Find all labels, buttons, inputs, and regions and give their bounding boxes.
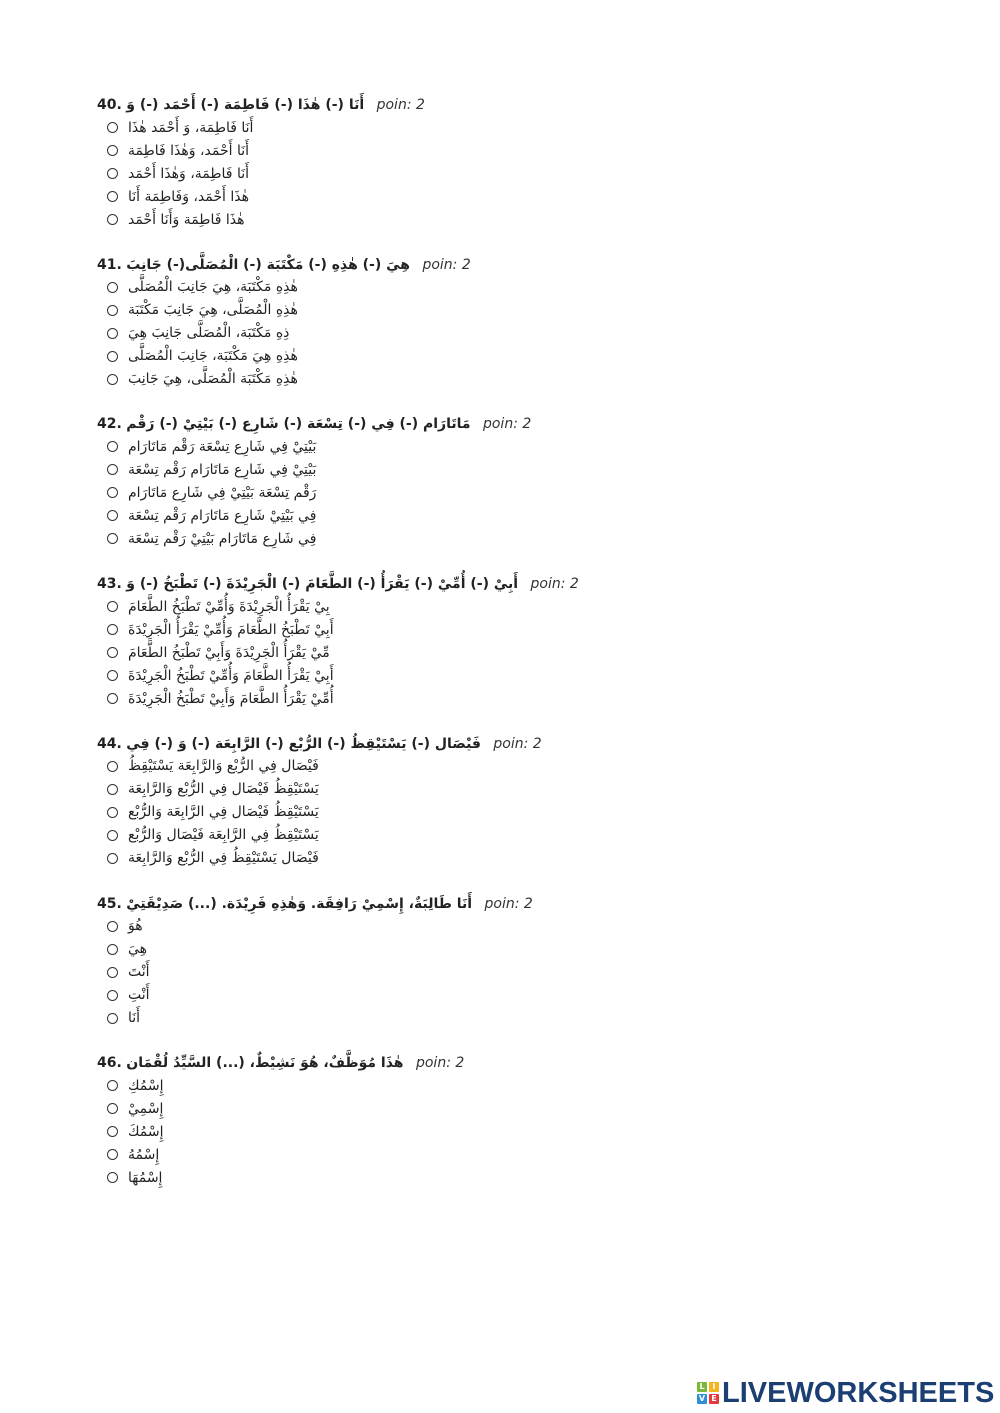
option-text: هٰذِهِ الْمُصَلَّى، هِيَ جَانِبَ مَكْتَبَة — [128, 302, 298, 319]
question-header — [97, 413, 797, 435]
option-text: أُمِّيْ يَقْرَأُ الطَّعَامَ وَأَبِيْ تَطْبَخُ الْجَرِيْدَةَ — [128, 690, 334, 707]
question-number: 44. — [97, 735, 122, 752]
question-41 — [97, 254, 797, 391]
logo-tiles-icon — [697, 1382, 719, 1404]
logo-text: LIVEWORKSHEETS — [722, 1377, 995, 1409]
option-text: إِسْمُهَا — [128, 1169, 163, 1186]
answer-option[interactable] — [107, 504, 797, 527]
option-text: فَيْصَال يَسْتَيْقِظُ فِي الرُّبْع وَالرَّابِعَة — [128, 850, 319, 867]
radio-button[interactable] — [107, 464, 118, 475]
question-header — [97, 893, 797, 915]
question-number: 42. — [97, 416, 122, 433]
radio-button[interactable] — [107, 830, 118, 841]
option-text: هٰذِهِ مَكْتَبَة، هِيَ جَانِبَ الْمُصَلَّى — [128, 279, 298, 296]
question-text: أَبِيْ (-) أُمِّيْ (-) يَقْرَأُ (-) الطَّعَامَ (-) الْجَرِيْدَةَ (-) تَطْبَخُ (-) وَ — [126, 576, 519, 593]
answer-option[interactable] — [107, 687, 797, 710]
answer-option[interactable] — [107, 595, 797, 618]
radio-button[interactable] — [107, 191, 118, 202]
option-text: بِيْ يَقْرَأُ الْجَرِيْدَةَ وَأُمِّيْ تَطْبَخُ الطَّعَامَ — [128, 598, 330, 615]
logo-tile: E — [709, 1394, 719, 1404]
answer-option[interactable] — [107, 984, 797, 1007]
option-text: أَنْتِ — [128, 987, 150, 1003]
question-number: 41. — [97, 256, 122, 273]
radio-button[interactable] — [107, 168, 118, 179]
question-points: poin: 2 — [415, 1055, 465, 1072]
logo-tile: I — [709, 1382, 719, 1392]
radio-button[interactable] — [107, 853, 118, 864]
question-40 — [97, 94, 797, 231]
radio-button[interactable] — [107, 1172, 118, 1183]
question-number: 46. — [97, 1055, 122, 1072]
radio-button[interactable] — [107, 807, 118, 818]
radio-button[interactable] — [107, 1126, 118, 1137]
option-text: هٰذَا فَاطِمَة وَأَنَا أَحْمَد — [128, 211, 245, 228]
question-points: poin: 2 — [484, 895, 533, 912]
radio-button[interactable] — [107, 214, 118, 225]
answer-option[interactable] — [107, 1120, 797, 1143]
question-points: poin: 2 — [422, 256, 471, 273]
radio-button[interactable] — [107, 624, 118, 635]
radio-button[interactable] — [107, 487, 118, 498]
option-text: إِسْمُهُ — [128, 1146, 160, 1163]
option-text: رَقْم تِسْعَة بَيْتِيْ فِي شَارِع مَاتَارَام — [128, 484, 317, 501]
option-text: هٰذِهِ مَكْتَبَة الْمُصَلَّى، هِيَ جَانِبَ — [128, 371, 298, 388]
answer-option[interactable] — [107, 299, 797, 322]
option-text: أَبِيْ يَقْرَأُ الطَّعَامَ وَأُمِّيْ تَطْبَخُ الْجَرِيْدَةَ — [128, 667, 334, 684]
option-text: أَنَا أَحْمَد، وَهٰذَا فَاطِمَة — [128, 142, 249, 159]
question-text: هٰذَا مُوَظَّفٌ، هُوَ نَشِيْطٌ، (...) السَّيِّدُ لُقْمَان — [126, 1055, 404, 1072]
answer-option[interactable] — [107, 847, 797, 870]
option-text: هُوَ — [128, 918, 143, 934]
radio-button[interactable] — [107, 967, 118, 978]
answer-option[interactable] — [107, 778, 797, 801]
option-text: يَسْتَيْقِظُ فِي الرَّابِعَة فَيْصَال وَالرُّبْع — [128, 827, 319, 844]
question-text: مَاتَارَام (-) فِي (-) تِسْعَة (-) شَارِع (-) بَيْتِيْ (-) رَقْم — [126, 416, 471, 433]
question-number: 40. — [97, 97, 122, 113]
answer-option[interactable] — [107, 1166, 797, 1189]
radio-button[interactable] — [107, 328, 118, 339]
radio-button[interactable] — [107, 1149, 118, 1160]
logo-tile: L — [697, 1382, 707, 1392]
answer-option[interactable] — [107, 162, 797, 185]
option-text: بَيْتِيْ فِي شَارِع مَاتَارَام رَقْم تِسْعَة — [128, 461, 317, 478]
question-header — [97, 254, 797, 276]
question-text: فَيْصَال (-) يَسْتَيْقِظُ (-) الرُّبْع (-) الرَّابِعَة (-) وَ (-) فِي — [126, 735, 481, 752]
answer-option[interactable] — [107, 1007, 797, 1030]
option-text: أَنَا فَاطِمَة، وَهٰذَا أَحْمَد — [128, 165, 249, 182]
question-number: 45. — [97, 895, 122, 912]
answer-option[interactable] — [107, 641, 797, 664]
question-points: poin: 2 — [530, 576, 579, 593]
option-text: أَنَا فَاطِمَة، وَ أَحْمَد هٰذَا — [128, 119, 254, 136]
radio-button[interactable] — [107, 351, 118, 362]
answer-option[interactable] — [107, 185, 797, 208]
radio-button[interactable] — [107, 647, 118, 658]
answer-option[interactable] — [107, 1097, 797, 1120]
radio-button[interactable] — [107, 533, 118, 544]
option-text: فَيْصَال فِي الرُّبْع وَالرَّابِعَة يَسْتَيْقِظُ — [128, 758, 319, 775]
question-header — [97, 573, 797, 595]
option-text: أَنَا — [128, 1010, 141, 1026]
radio-button[interactable] — [107, 282, 118, 293]
question-45 — [97, 893, 797, 1030]
answer-option[interactable] — [107, 801, 797, 824]
answer-option[interactable] — [107, 116, 797, 139]
option-text: فِي شَارِع مَاتَارَام بَيْتِيْ رَقْم تِسْعَة — [128, 530, 317, 547]
answer-option[interactable] — [107, 618, 797, 641]
option-text: إِسْمِيْ — [128, 1100, 164, 1117]
answer-option[interactable] — [107, 481, 797, 504]
question-44 — [97, 733, 797, 870]
radio-button[interactable] — [107, 1013, 118, 1024]
liveworksheets-logo — [697, 1377, 995, 1409]
option-text: إِسْمُكَ — [128, 1123, 164, 1140]
answer-option[interactable] — [107, 938, 797, 961]
answer-option[interactable] — [107, 322, 797, 345]
radio-button[interactable] — [107, 441, 118, 452]
option-text: هٰذَا أَحْمَد، وَفَاطِمَة أَنَا — [128, 188, 249, 205]
answer-option[interactable] — [107, 458, 797, 481]
option-text: يَسْتَيْقِظُ فَيْصَال فِي الرَّابِعَة وَالرُّبْع — [128, 804, 319, 821]
radio-button[interactable] — [107, 601, 118, 612]
radio-button[interactable] — [107, 1080, 118, 1091]
option-text: مِّيْ يَقْرَأُ الْجَرِيْدَةَ وَأَبِيْ تَطْبَخُ الطَّعَامَ — [128, 644, 330, 661]
question-points: poin: 2 — [493, 735, 542, 752]
radio-button[interactable] — [107, 944, 118, 955]
radio-button[interactable] — [107, 374, 118, 385]
option-text: ذِهِ مَكْتَبَة، الْمُصَلَّى جَانِبَ هِيَ — [128, 325, 290, 342]
answer-option[interactable] — [107, 208, 797, 231]
question-text: أَنَا طَالِبَةٌ، إِسْمِيْ رَافِقَة. وَهٰذِهِ فَرِيْدَة. (...) صَدِيْقَتِيْ — [126, 895, 473, 912]
option-text: فِي بَيْتِيْ شَارِع مَاتَارَام رَقْم تِسْعَة — [128, 507, 317, 524]
option-text: هٰذِهِ هِيَ مَكْتَبَة، جَانِبَ الْمُصَلَّى — [128, 348, 298, 365]
radio-button[interactable] — [107, 145, 118, 156]
answer-option[interactable] — [107, 527, 797, 550]
answer-option[interactable] — [107, 368, 797, 391]
question-points: poin: 2 — [376, 97, 425, 113]
option-text: أَنْتَ — [128, 964, 150, 980]
answer-option[interactable] — [107, 139, 797, 162]
question-text: أَنَا (-) هٰذَا (-) فَاطِمَة (-) أَحْمَد (-) وَ — [126, 97, 365, 113]
answer-option[interactable] — [107, 435, 797, 458]
question-42 — [97, 413, 797, 550]
answer-option[interactable] — [107, 755, 797, 778]
question-header — [97, 1052, 797, 1074]
question-header — [97, 733, 797, 755]
question-number: 43. — [97, 576, 122, 593]
option-text: يَسْتَيْقِظُ فَيْصَال فِي الرُّبْع وَالرَّابِعَة — [128, 781, 319, 798]
option-text: بَيْتِيْ فِي شَارِع تِسْعَة رَقْم مَاتَارَام — [128, 438, 317, 455]
question-46 — [97, 1052, 797, 1189]
radio-button[interactable] — [107, 990, 118, 1001]
answer-option[interactable] — [107, 915, 797, 938]
radio-button[interactable] — [107, 761, 118, 772]
answer-option[interactable] — [107, 961, 797, 984]
radio-button[interactable] — [107, 510, 118, 521]
answer-option[interactable] — [107, 1143, 797, 1166]
radio-button[interactable] — [107, 670, 118, 681]
answer-option[interactable] — [107, 824, 797, 847]
question-points: poin: 2 — [482, 416, 532, 433]
answer-option[interactable] — [107, 1074, 797, 1097]
option-text: إِسْمُكِ — [128, 1077, 164, 1094]
answer-option[interactable] — [107, 276, 797, 299]
radio-button[interactable] — [107, 305, 118, 316]
radio-button[interactable] — [107, 1103, 118, 1114]
option-text: أَبِيْ تَطْبَخُ الطَّعَامَ وَأُمِّيْ يَقْرَأُ الْجَرِيْدَةَ — [128, 621, 334, 638]
radio-button[interactable] — [107, 693, 118, 704]
radio-button[interactable] — [107, 784, 118, 795]
question-header — [97, 94, 797, 116]
logo-tile: V — [698, 1394, 706, 1403]
option-text: هِيَ — [128, 941, 148, 957]
answer-option[interactable] — [107, 345, 797, 368]
answer-option[interactable] — [107, 664, 797, 687]
radio-button[interactable] — [107, 122, 118, 133]
radio-button[interactable] — [107, 921, 118, 932]
question-43 — [97, 573, 797, 710]
question-text: هِيَ (-) هٰذِهِ (-) مَكْتَبَة (-) الْمُصَلَّى(-) جَانِبَ — [126, 256, 411, 273]
